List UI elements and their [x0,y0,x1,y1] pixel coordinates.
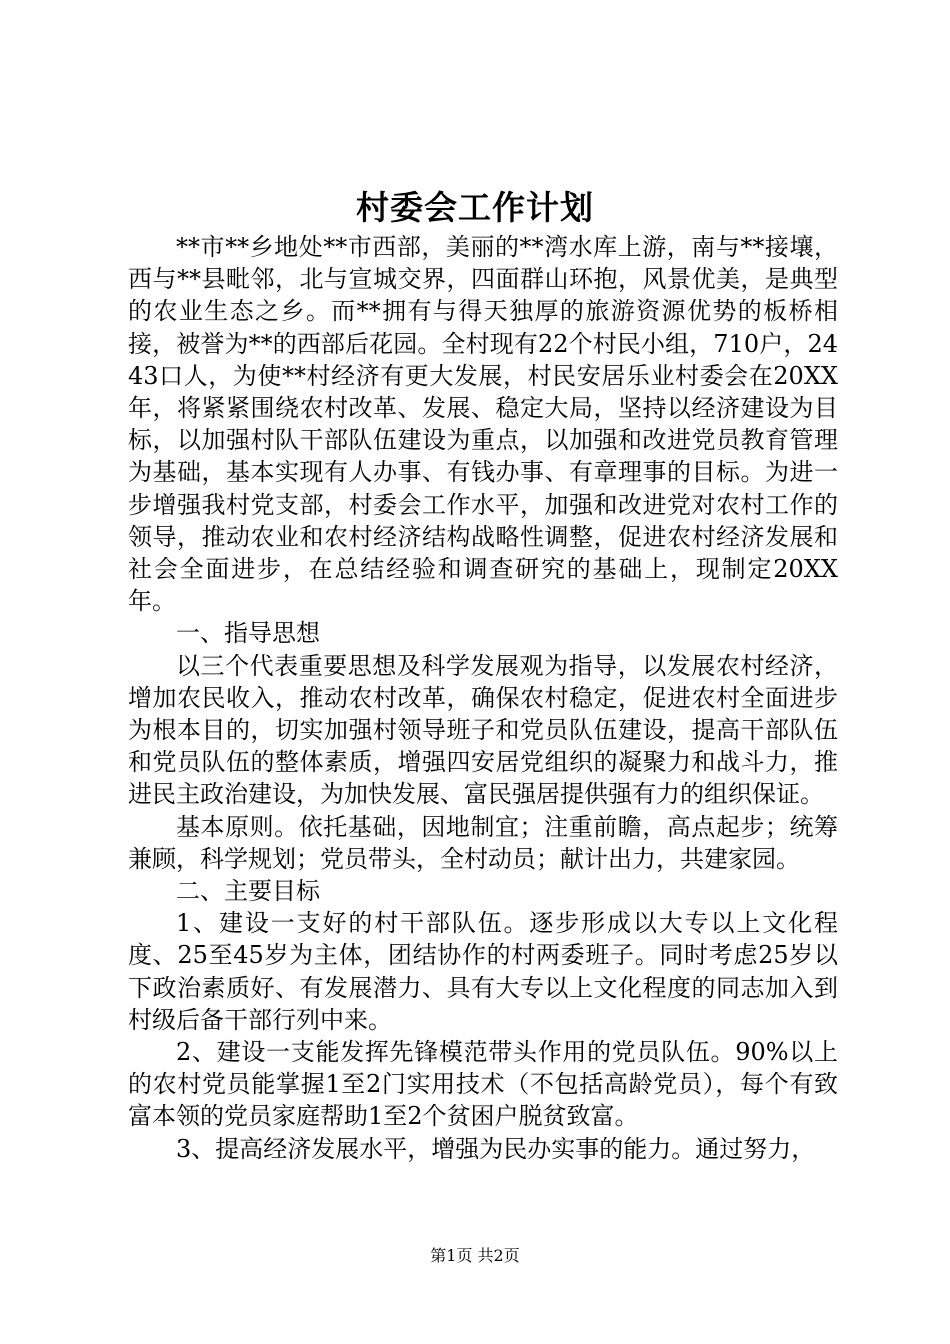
paragraph-goal-2: 2、建设一支能发挥先锋模范带头作用的党员队伍。90%以上的农村党员能掌握1至2门实用技术（不包括高龄党员），每个有致富本领的党员家庭帮助1至2个贫困户脱贫致富。 [128,1038,838,1131]
paragraph-basic-principles: 基本原则。依托基础，因地制宜；注重前瞻，高点起步；统筹兼顾，科学规划；党员带头，全村动员；献计出力，共建家园。 [128,812,838,873]
page-number-footer: 第1页 共2页 [430,1246,520,1265]
section-heading-guiding-ideology: 一、指导思想 [176,619,320,648]
section-heading-main-goals: 二、主要目标 [176,877,320,906]
paragraph-guiding-ideology: 以三个代表重要思想及科学发展观为指导，以发展农村经济，增加农民收入，推动农村改革，确保农村稳定，促进农村全面进步为根本目的，切实加强村领导班子和党员队伍建设，提高干部队伍和党员队伍的整体素质，增强四安居党组织的凝聚力和战斗力，推进民主政治建设，为加快发展、富民强居提供强有力的组织保证。 [128,651,838,809]
paragraph-goal-3: 3、提高经济发展水平，增强为民办实事的能力。通过努力， [176,1134,816,1163]
paragraph-goal-1: 1、建设一支好的村干部队伍。逐步形成以大专以上文化程度、25至45岁为主体，团结协作的村两委班子。同时考虑25岁以下政治素质好、有发展潜力、具有大专以上文化程度的同志加入到村级后备干部行列中来。 [128,909,838,1034]
document-body [128,231,838,1165]
paragraph-intro: **市**乡地处**市西部，美丽的**湾水库上游，南与**接壤，西与**县毗邻，北与宣城交界，四面群山环抱，风景优美，是典型的农业生态之乡。而**拥有与得天独厚的旅游资源优势的板桥相接，被誉为**的西部后花园。全村现有22个村民小组，710户，2443口人，为使**村经济有更大发展，村民安居乐业村委会在20XX年，将紧紧围绕农村改革、发展、稳定大局，坚持以经济建设为目标，以加强村队干部队伍建设为重点，以加强和改进党员教育管理为基础，基本实现有人办事、有钱办事、有章理事的目标。为进一步增强我村党支部，村委会工作水平，加强和改进党对农村工作的领导，推动农业和农村经济结构战略性调整，促进农村经济发展和社会全面进步，在总结经验和调查研究的基础上，现制定20XX年。 [128,233,838,616]
document-title: 村委会工作计划 [356,188,594,227]
